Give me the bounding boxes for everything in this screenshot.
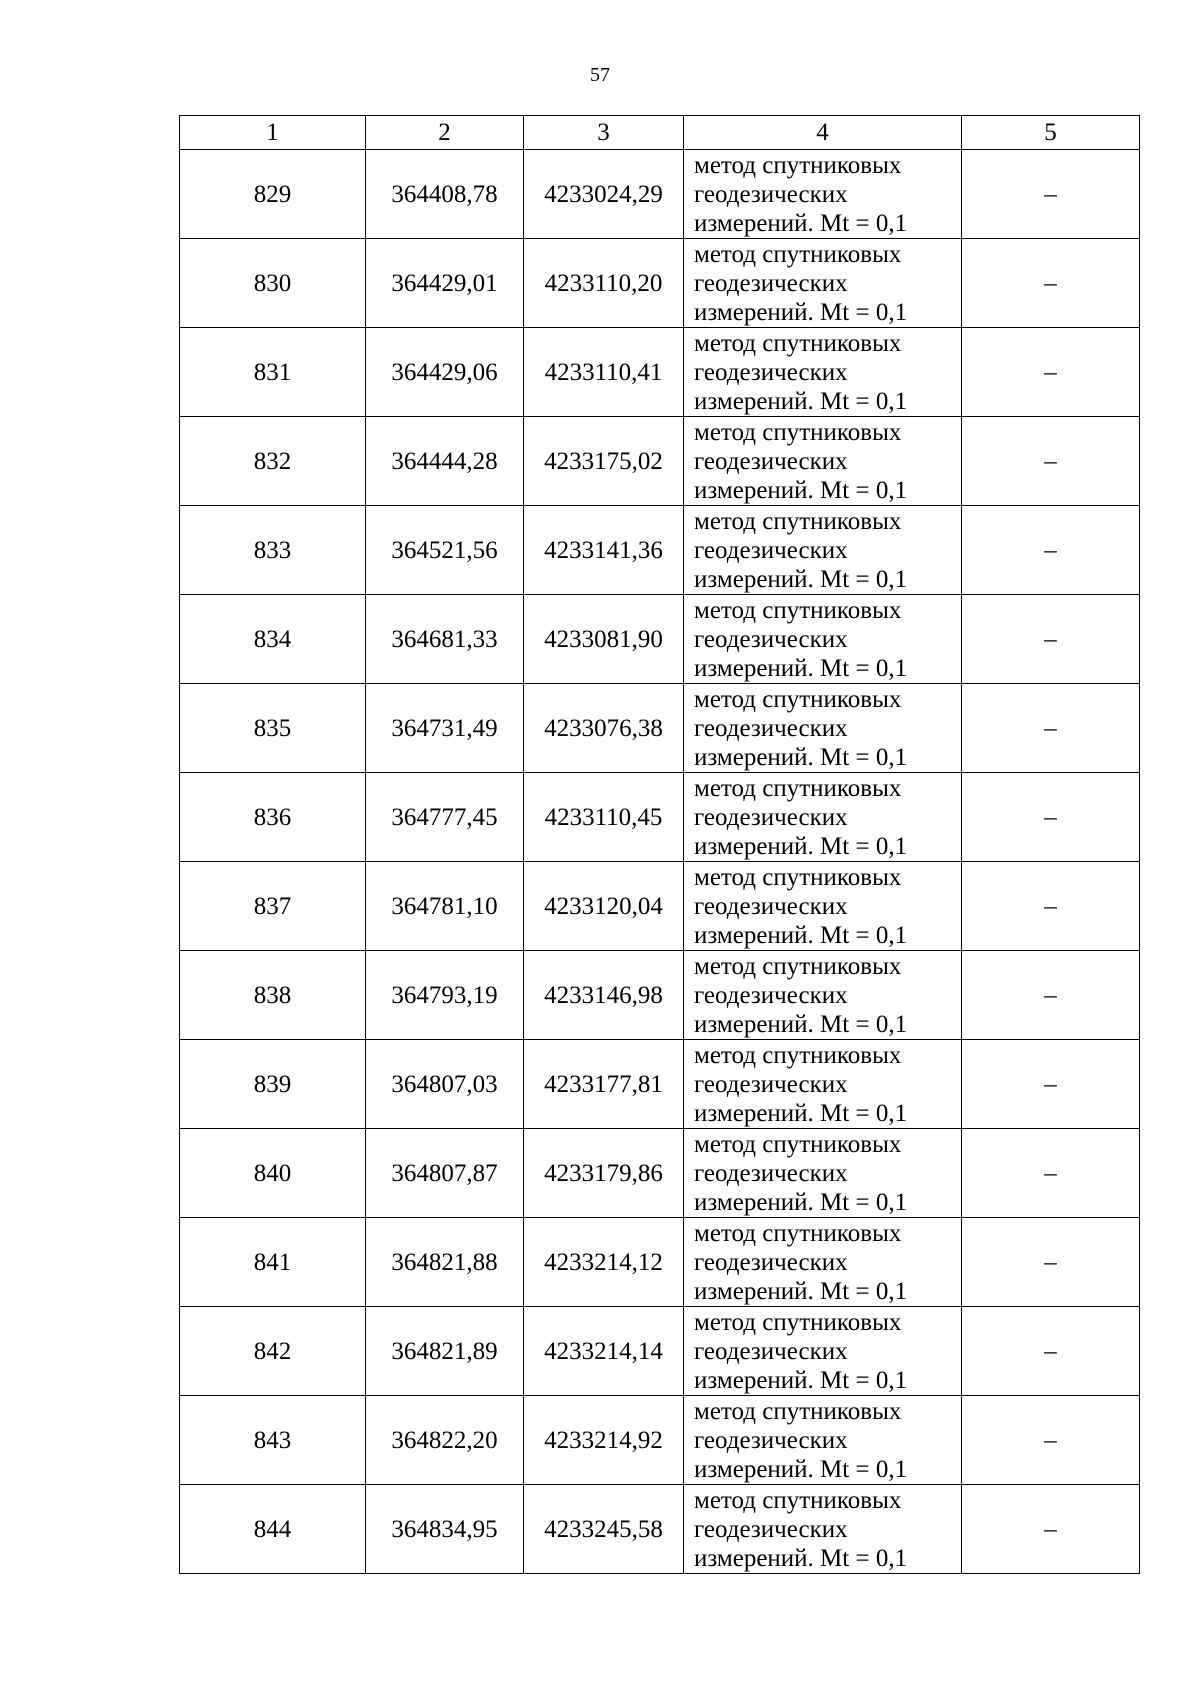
method-line: геодезических [694, 625, 848, 653]
method-line: метод спутниковых [694, 240, 902, 268]
method-line: геодезических [694, 447, 848, 475]
note-cell: – [962, 1040, 1140, 1129]
y-coordinate-cell: 4233146,98 [524, 951, 684, 1040]
method-cell [684, 1129, 962, 1218]
method-line: метод спутниковых [694, 1397, 902, 1425]
note-cell: – [962, 773, 1140, 862]
method-line: измерений. Mt = 0,1 [694, 1188, 908, 1216]
method-line: геодезических [694, 714, 848, 742]
note-cell: – [962, 684, 1140, 773]
method-cell [684, 506, 962, 595]
method-line: измерений. Mt = 0,1 [694, 743, 908, 771]
table-row [180, 1396, 1140, 1485]
point-number-cell: 835 [180, 684, 366, 773]
method-cell [684, 417, 962, 506]
method-line: геодезических [694, 1248, 848, 1276]
note-cell: – [962, 1485, 1140, 1574]
y-coordinate-cell: 4233120,04 [524, 862, 684, 951]
x-coordinate-cell: 364408,78 [366, 150, 524, 239]
method-line: метод спутниковых [694, 1041, 902, 1069]
note-cell: – [962, 862, 1140, 951]
y-coordinate-cell: 4233245,58 [524, 1485, 684, 1574]
table-row [180, 150, 1140, 239]
x-coordinate-cell: 364681,33 [366, 595, 524, 684]
table-row [180, 1307, 1140, 1396]
x-coordinate-cell: 364521,56 [366, 506, 524, 595]
column-header-5: 5 [962, 116, 1140, 150]
y-coordinate-cell: 4233214,92 [524, 1396, 684, 1485]
x-coordinate-cell: 364807,87 [366, 1129, 524, 1218]
method-cell [684, 1218, 962, 1307]
table-row [180, 773, 1140, 862]
point-number-cell: 837 [180, 862, 366, 951]
x-coordinate-cell: 364821,88 [366, 1218, 524, 1307]
point-number-cell: 844 [180, 1485, 366, 1574]
y-coordinate-cell: 4233110,20 [524, 239, 684, 328]
method-cell [684, 1040, 962, 1129]
note-cell: – [962, 506, 1140, 595]
method-line: геодезических [694, 536, 848, 564]
table-body [180, 150, 1140, 1574]
point-number-cell: 838 [180, 951, 366, 1040]
table-row [180, 1485, 1140, 1574]
note-cell: – [962, 150, 1140, 239]
method-line: измерений. Mt = 0,1 [694, 476, 908, 504]
table-row [180, 328, 1140, 417]
method-line: метод спутниковых [694, 1486, 902, 1514]
method-line: измерений. Mt = 0,1 [694, 1455, 908, 1483]
method-line: измерений. Mt = 0,1 [694, 1366, 908, 1394]
point-number-cell: 840 [180, 1129, 366, 1218]
method-cell [684, 150, 962, 239]
y-coordinate-cell: 4233110,41 [524, 328, 684, 417]
method-line: метод спутниковых [694, 1130, 902, 1158]
method-cell [684, 1307, 962, 1396]
method-line: геодезических [694, 1426, 848, 1454]
method-line: измерений. Mt = 0,1 [694, 565, 908, 593]
x-coordinate-cell: 364834,95 [366, 1485, 524, 1574]
point-number-cell: 836 [180, 773, 366, 862]
method-line: геодезических [694, 269, 848, 297]
y-coordinate-cell: 4233177,81 [524, 1040, 684, 1129]
point-number-cell: 830 [180, 239, 366, 328]
method-cell [684, 773, 962, 862]
method-cell [684, 595, 962, 684]
method-line: геодезических [694, 803, 848, 831]
y-coordinate-cell: 4233141,36 [524, 506, 684, 595]
point-number-cell: 831 [180, 328, 366, 417]
note-cell: – [962, 1396, 1140, 1485]
note-cell: – [962, 328, 1140, 417]
y-coordinate-cell: 4233081,90 [524, 595, 684, 684]
note-cell: – [962, 595, 1140, 684]
y-coordinate-cell: 4233175,02 [524, 417, 684, 506]
table-row [180, 1218, 1140, 1307]
x-coordinate-cell: 364429,06 [366, 328, 524, 417]
method-line: измерений. Mt = 0,1 [694, 298, 908, 326]
method-line: измерений. Mt = 0,1 [694, 1544, 908, 1572]
method-line: метод спутниковых [694, 596, 902, 624]
note-cell: – [962, 1307, 1140, 1396]
table-row [180, 417, 1140, 506]
x-coordinate-cell: 364444,28 [366, 417, 524, 506]
x-coordinate-cell: 364807,03 [366, 1040, 524, 1129]
method-line: геодезических [694, 1070, 848, 1098]
table-row [180, 684, 1140, 773]
method-line: метод спутниковых [694, 151, 902, 179]
coordinates-table [179, 115, 1140, 1574]
method-line: метод спутниковых [694, 418, 902, 446]
note-cell: – [962, 417, 1140, 506]
method-line: метод спутниковых [694, 774, 902, 802]
y-coordinate-cell: 4233024,29 [524, 150, 684, 239]
method-line: метод спутниковых [694, 863, 902, 891]
method-line: измерений. Mt = 0,1 [694, 921, 908, 949]
method-line: измерений. Mt = 0,1 [694, 654, 908, 682]
table-row [180, 239, 1140, 328]
method-line: метод спутниковых [694, 329, 902, 357]
method-line: метод спутниковых [694, 1308, 902, 1336]
point-number-cell: 839 [180, 1040, 366, 1129]
point-number-cell: 833 [180, 506, 366, 595]
point-number-cell: 829 [180, 150, 366, 239]
column-header-2: 2 [366, 116, 524, 150]
method-line: геодезических [694, 180, 848, 208]
method-cell [684, 328, 962, 417]
method-line: измерений. Mt = 0,1 [694, 1010, 908, 1038]
column-header-4: 4 [684, 116, 962, 150]
method-line: геодезических [694, 1159, 848, 1187]
method-line: геодезических [694, 892, 848, 920]
y-coordinate-cell: 4233110,45 [524, 773, 684, 862]
point-number-cell: 841 [180, 1218, 366, 1307]
method-line: измерений. Mt = 0,1 [694, 1277, 908, 1305]
y-coordinate-cell: 4233179,86 [524, 1129, 684, 1218]
method-line: метод спутниковых [694, 685, 902, 713]
table-row [180, 862, 1140, 951]
method-line: геодезических [694, 1337, 848, 1365]
table-row [180, 1040, 1140, 1129]
column-header-3: 3 [524, 116, 684, 150]
y-coordinate-cell: 4233214,14 [524, 1307, 684, 1396]
y-coordinate-cell: 4233214,12 [524, 1218, 684, 1307]
table-row [180, 506, 1140, 595]
column-header-1: 1 [180, 116, 366, 150]
method-line: геодезических [694, 1515, 848, 1543]
table-row [180, 1129, 1140, 1218]
method-cell [684, 951, 962, 1040]
method-line: метод спутниковых [694, 952, 902, 980]
note-cell: – [962, 239, 1140, 328]
y-coordinate-cell: 4233076,38 [524, 684, 684, 773]
x-coordinate-cell: 364821,89 [366, 1307, 524, 1396]
table-header-row [180, 116, 1140, 150]
method-cell [684, 1485, 962, 1574]
method-cell [684, 684, 962, 773]
method-line: измерений. Mt = 0,1 [694, 209, 908, 237]
note-cell: – [962, 1218, 1140, 1307]
method-cell [684, 862, 962, 951]
x-coordinate-cell: 364781,10 [366, 862, 524, 951]
note-cell: – [962, 951, 1140, 1040]
point-number-cell: 843 [180, 1396, 366, 1485]
x-coordinate-cell: 364793,19 [366, 951, 524, 1040]
x-coordinate-cell: 364777,45 [366, 773, 524, 862]
point-number-cell: 834 [180, 595, 366, 684]
table-row [180, 951, 1140, 1040]
note-cell: – [962, 1129, 1140, 1218]
method-line: метод спутниковых [694, 507, 902, 535]
page-number: 57 [590, 64, 610, 86]
method-cell [684, 239, 962, 328]
method-line: геодезических [694, 981, 848, 1009]
method-cell [684, 1396, 962, 1485]
method-line: измерений. Mt = 0,1 [694, 387, 908, 415]
point-number-cell: 842 [180, 1307, 366, 1396]
method-line: метод спутниковых [694, 1219, 902, 1247]
x-coordinate-cell: 364429,01 [366, 239, 524, 328]
method-line: геодезических [694, 358, 848, 386]
method-line: измерений. Mt = 0,1 [694, 832, 908, 860]
method-line: измерений. Mt = 0,1 [694, 1099, 908, 1127]
x-coordinate-cell: 364822,20 [366, 1396, 524, 1485]
point-number-cell: 832 [180, 417, 366, 506]
x-coordinate-cell: 364731,49 [366, 684, 524, 773]
table-row [180, 595, 1140, 684]
